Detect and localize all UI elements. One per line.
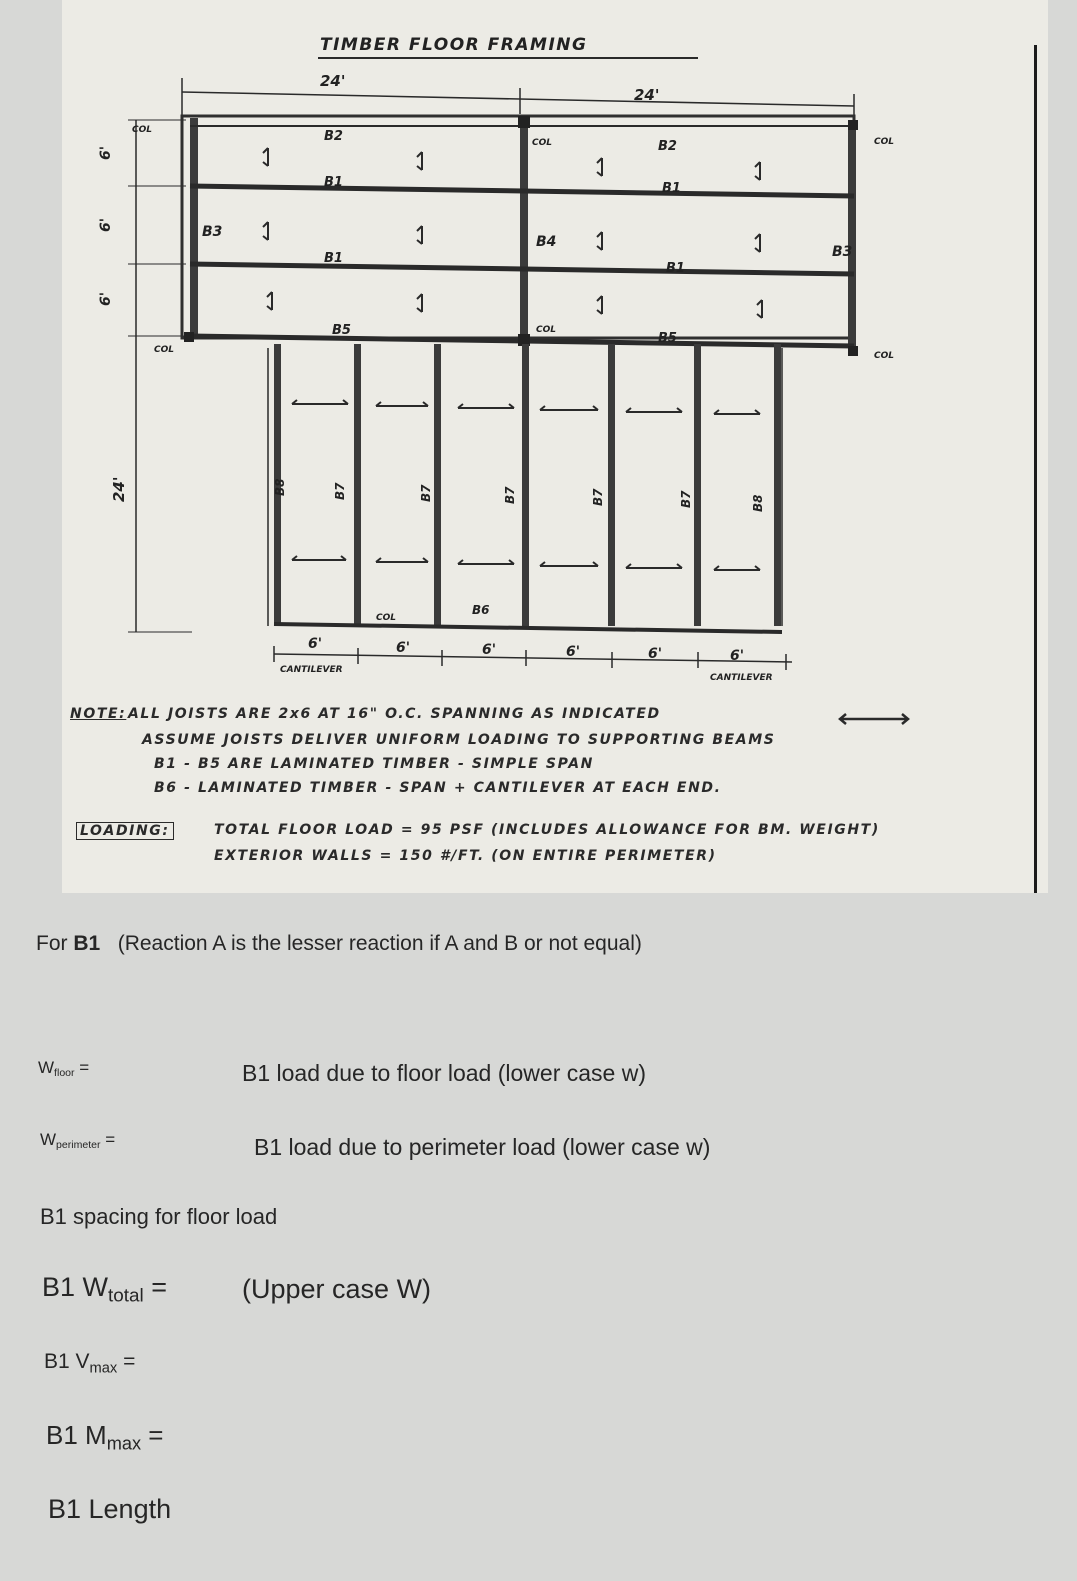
beam-label-b1-right-1: B1 (662, 181, 681, 196)
drawing-title: TIMBER FLOOR FRAMING (320, 35, 588, 55)
col-label-6: COL (874, 351, 894, 361)
loading-line-1: TOTAL FLOOR LOAD = 95 PSF (INCLUDES ALLOWANCE FOR BM. WEIGHT) (214, 822, 880, 838)
w-perimeter-desc: B1 load due to perimeter load (lower case w) (254, 1134, 711, 1160)
cantilever-left: CANTILEVER (280, 665, 343, 675)
w-floor-label: $W_{floor}$ = (38, 1058, 90, 1079)
lower-beam-label-2: B7 (333, 482, 347, 500)
dim-bottom-4: 6' (566, 644, 581, 660)
lower-beam-label-1: B8 (273, 478, 287, 496)
col-label-2: COL (532, 138, 552, 148)
note-label: NOTE: (70, 706, 127, 722)
beam-label-b1-left-1: B1 (324, 175, 343, 190)
beam-label-b5-left: B5 (332, 323, 351, 338)
dim-bottom-5: 6' (648, 646, 663, 662)
dim-left-bottom: 24' (110, 476, 128, 502)
w-perimeter-label: $W_{perimeter}$ = (40, 1130, 116, 1151)
dim-top-left: 24' (320, 72, 346, 90)
b6-label: B6 (472, 603, 490, 617)
dim-left-row-3: 6' (98, 291, 114, 306)
dim-bottom-6: 6' (730, 648, 745, 664)
col-label-7: COL (376, 613, 396, 623)
note-line-4: B6 - LAMINATED TIMBER - SPAN + CANTILEVER AT EACH END. (154, 780, 722, 796)
question-header (36, 932, 642, 956)
page-edge-line (1034, 45, 1037, 893)
v-max-label: B1 $V_{max}$ = (44, 1350, 136, 1377)
col-label-3: COL (874, 137, 894, 147)
note-line-3: B1 - B5 ARE LAMINATED TIMBER - SIMPLE SPAN (154, 756, 594, 772)
col-label-1: COL (132, 125, 152, 135)
lower-beam-label-3: B7 (419, 484, 433, 502)
beam-label-b1-left-2: B1 (324, 251, 343, 266)
dim-bottom-1: 6' (308, 636, 323, 652)
length-label: B1 Length (48, 1494, 172, 1524)
lower-beam-label-4: B7 (503, 486, 517, 504)
beam-label-b2-left: B2 (324, 129, 343, 144)
lower-beam-label-5: B7 (591, 488, 605, 506)
w-total-label: B1 $W_{total}$ = (42, 1272, 168, 1307)
beam-label-b5-right: B5 (658, 331, 677, 346)
beam-label-b3-right: B3 (832, 244, 853, 260)
m-max-label: B1 $M_{max}$ = (46, 1420, 164, 1454)
lower-beam-label-7: B8 (751, 494, 765, 512)
dim-bottom-3: 6' (482, 642, 497, 658)
lower-beam-label-6: B7 (679, 490, 693, 508)
beam-name: B1 (73, 932, 101, 955)
beam-label-b4-center: B4 (536, 234, 557, 250)
beam-label-b1-right-2: B1 (666, 261, 685, 276)
beam-label-b3-left: B3 (202, 224, 223, 240)
for-label: For (36, 932, 68, 955)
span-arrow-icon (838, 712, 910, 726)
dim-top-right: 24' (634, 86, 660, 104)
w-floor-desc: B1 load due to floor load (lower case w) (242, 1060, 646, 1086)
dim-left-row-2: 6' (98, 217, 114, 232)
dim-bottom-2: 6' (396, 640, 411, 656)
w-total-desc: (Upper case W) (242, 1274, 432, 1304)
note-line-1: ALL JOISTS ARE 2x6 AT 16" O.C. SPANNING AS INDICATED (128, 706, 661, 722)
reaction-note: (Reaction A is the lesser reaction if A and B or not equal) (117, 932, 642, 955)
col-label-5: COL (536, 325, 556, 335)
dim-left-row-1: 6' (98, 145, 114, 160)
col-label-4: COL (154, 345, 174, 355)
spacing-label: B1 spacing for floor load (40, 1204, 278, 1229)
cantilever-right: CANTILEVER (710, 673, 773, 683)
beam-label-b2-right: B2 (658, 139, 677, 154)
loading-line-2: EXTERIOR WALLS = 150 #/FT. (ON ENTIRE PERIMETER) (214, 848, 717, 864)
loading-label: LOADING: (76, 822, 174, 840)
note-line-2: ASSUME JOISTS DELIVER UNIFORM LOADING TO SUPPORTING BEAMS (142, 732, 776, 748)
